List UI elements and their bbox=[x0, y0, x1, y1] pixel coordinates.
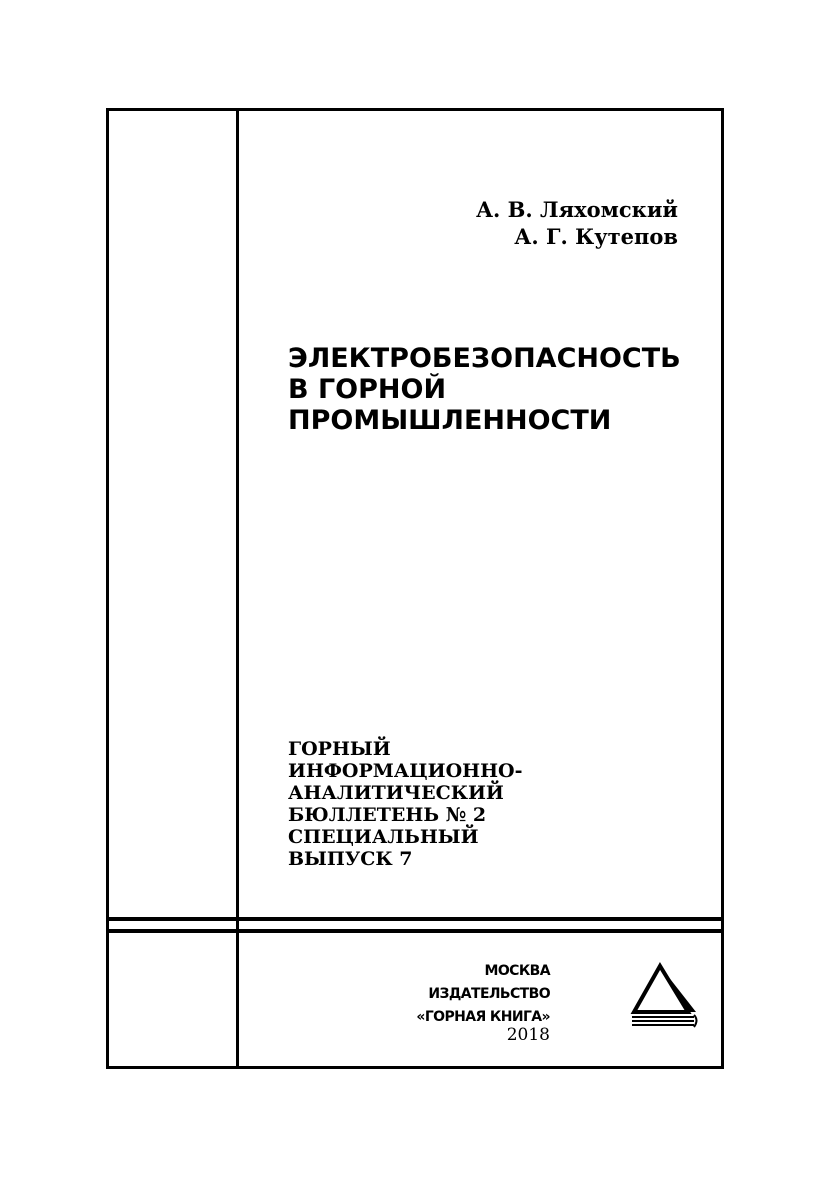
title-line: ЭЛЕКТРОБЕЗОПАСНОСТЬ bbox=[288, 343, 681, 374]
series-line: ВЫПУСК 7 bbox=[288, 848, 413, 870]
book-title bbox=[288, 343, 681, 436]
publication-year: 2018 bbox=[506, 1025, 550, 1045]
horizontal-divider-bottom bbox=[106, 929, 724, 933]
author-name: А. В. Ляхомский bbox=[475, 197, 678, 222]
series-line: БЮЛЛЕТЕНЬ № 2 bbox=[288, 804, 487, 826]
horizontal-divider-top bbox=[106, 917, 724, 921]
series-line: СПЕЦИАЛЬНЫЙ bbox=[288, 826, 479, 848]
title-line: ПРОМЫШЛЕННОСТИ bbox=[288, 405, 612, 436]
author-name: А. Г. Кутепов bbox=[514, 224, 678, 249]
mountain-book-logo-icon bbox=[628, 962, 700, 1030]
publisher-block bbox=[416, 960, 550, 1029]
series-block bbox=[288, 738, 522, 870]
authors-block bbox=[476, 196, 678, 250]
publisher-city: МОСКВА bbox=[484, 963, 550, 979]
publisher-name-line2: «ГОРНАЯ КНИГА» bbox=[416, 1009, 550, 1025]
series-line: ИНФОРМАЦИОННО- bbox=[288, 760, 523, 782]
vertical-divider bbox=[236, 108, 239, 1069]
series-line: АНАЛИТИЧЕСКИЙ bbox=[288, 782, 504, 804]
title-line: В ГОРНОЙ bbox=[288, 374, 447, 405]
series-line: ГОРНЫЙ bbox=[288, 738, 391, 760]
cover-frame bbox=[106, 108, 724, 1069]
publisher-name-line1: ИЗДАТЕЛЬСТВО bbox=[428, 986, 550, 1002]
